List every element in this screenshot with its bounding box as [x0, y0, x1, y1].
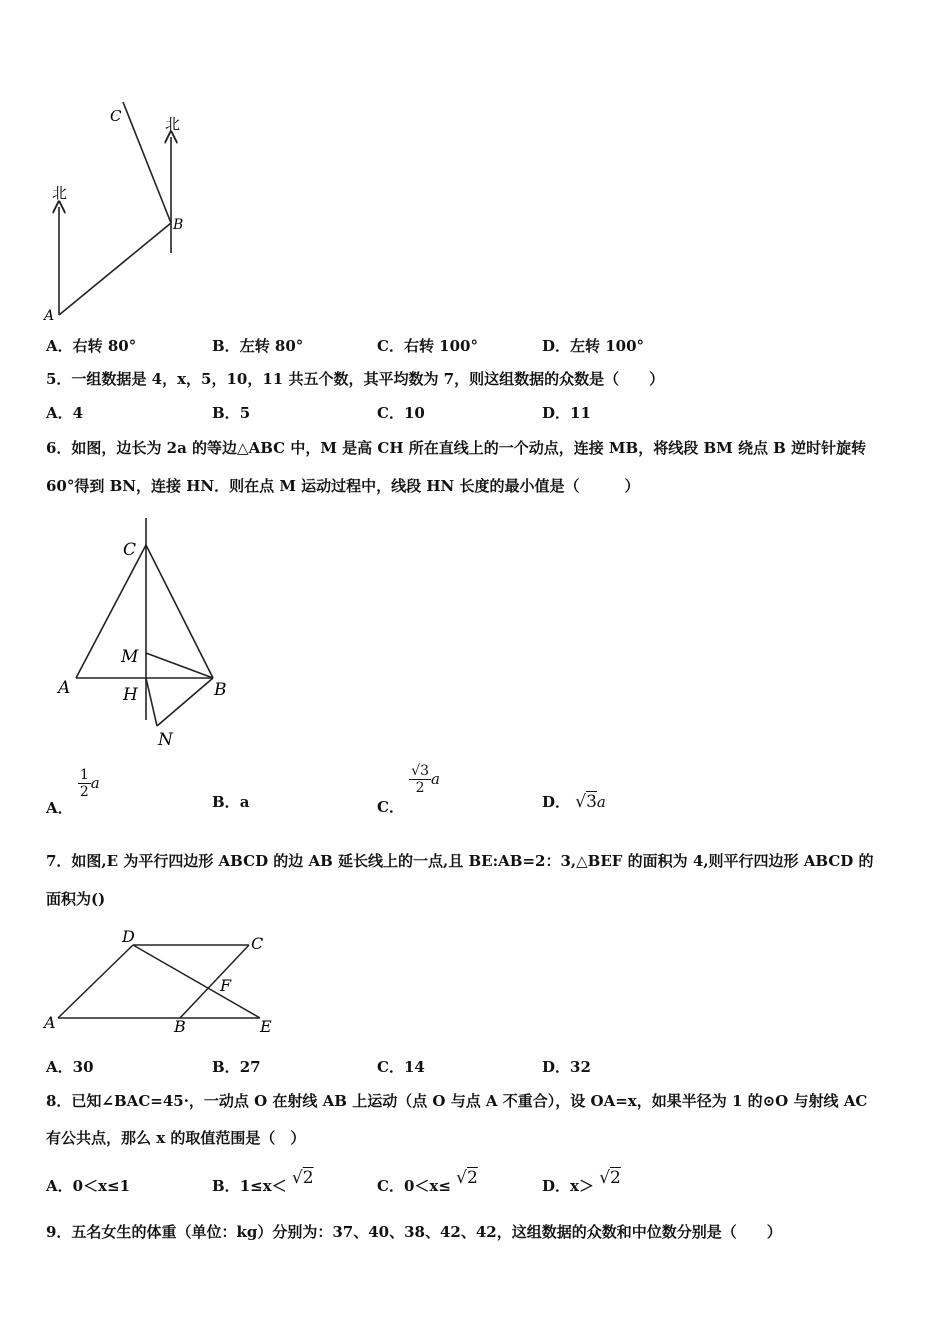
q5-option-d: D．11	[542, 404, 591, 422]
q7-stem-line1: 7．如图,E 为平行四边形 ABCD 的边 AB 延长线上的一点,且 BE:AB=2：3,△BEF 的面积为 4,则平行四边形 ABCD 的	[46, 852, 874, 870]
label-b: B	[174, 1017, 186, 1036]
q5-stem: 5．一组数据是 4，x，5，10，11 共五个数，其平均数为 7，则这组数据的众数是（ ）	[46, 370, 665, 388]
q5-option-a: A．4	[46, 404, 84, 422]
label-a: A	[44, 1013, 56, 1032]
label-m: M	[121, 647, 139, 667]
segment-cb	[146, 545, 213, 678]
q4-option-a: A．右转 80°	[46, 337, 137, 355]
label-c: C	[110, 107, 122, 125]
q9-stem: 9．五名女生的体重（单位：kg）分别为：37、40、38、42、42，这组数据的众数和中位数分别是（ ）	[46, 1223, 782, 1241]
label-c: C	[123, 540, 137, 560]
q8-option-b: B．1≤x＜ √2	[212, 1168, 314, 1195]
q6-option-b: B．a	[212, 793, 250, 811]
segment-bc	[123, 102, 171, 223]
label-d: D	[122, 927, 135, 946]
segment-bn	[157, 678, 213, 726]
label-b: B	[173, 217, 184, 233]
q7-option-c: C．14	[377, 1058, 425, 1076]
q4-option-c: C．右转 100°	[377, 337, 478, 355]
q5-option-c: C．10	[377, 404, 425, 422]
label-b: B	[214, 680, 227, 700]
label-n: N	[158, 730, 173, 750]
segment-ab	[59, 223, 171, 315]
q6-figure	[50, 515, 250, 755]
label-h: H	[123, 685, 138, 705]
q6-stem-line1: 6．如图，边长为 2a 的等边△ABC 中，M 是高 CH 所在直线上的一个动点，连接 MB，将线段 BM 绕点 B 逆时针旋转	[46, 439, 867, 457]
q8-stem-line1: 8．已知∠BAC=45·，一动点 O 在射线 AB 上运动（点 O 与点 A 不重合），设 OA=x，如果半径为 1 的⊙O 与射线 AC	[46, 1092, 868, 1110]
q8-option-d: D．x＞ √2	[542, 1168, 621, 1195]
q4-option-b: B．左转 80°	[212, 337, 304, 355]
q6-option-a: A． $\frac{1}{2}$ a	[46, 767, 100, 817]
label-north-right: 北	[165, 115, 181, 133]
q5-option-b: B．5	[212, 404, 251, 422]
label-a: A	[58, 678, 71, 698]
q8-option-c: C．0＜x≤ √2	[377, 1168, 478, 1195]
q6-stem-line2: 60°得到 BN，连接 HN．则在点 M 运动过程中，线段 HN 长度的最小值是（ ）	[46, 477, 640, 495]
q7-option-a: A．30	[46, 1058, 94, 1076]
q8-option-a: A．0＜x≤1	[46, 1177, 131, 1195]
q4-figure	[40, 95, 200, 330]
segment-bc	[180, 945, 249, 1018]
label-f: F	[220, 976, 232, 995]
q7-figure	[40, 925, 290, 1040]
q7-option-d: D．32	[542, 1058, 591, 1076]
segment-hn	[146, 678, 157, 726]
q6-option-d: D． √3a	[542, 792, 606, 812]
q7-stem-line2: 面积为()	[46, 890, 106, 908]
q6-option-c: C． $\frac{√3}{2}$ a	[377, 763, 440, 816]
label-e: E	[260, 1017, 272, 1036]
q7-option-b: B．27	[212, 1058, 261, 1076]
q4-option-d: D．左转 100°	[542, 337, 645, 355]
q8-stem-line2: 有公共点，那么 x 的取值范围是（ ）	[46, 1129, 306, 1147]
label-north-left: 北	[52, 184, 68, 202]
segment-ad	[58, 945, 133, 1018]
label-c: C	[251, 934, 264, 953]
label-a: A	[44, 308, 55, 324]
segment-de	[133, 945, 260, 1018]
